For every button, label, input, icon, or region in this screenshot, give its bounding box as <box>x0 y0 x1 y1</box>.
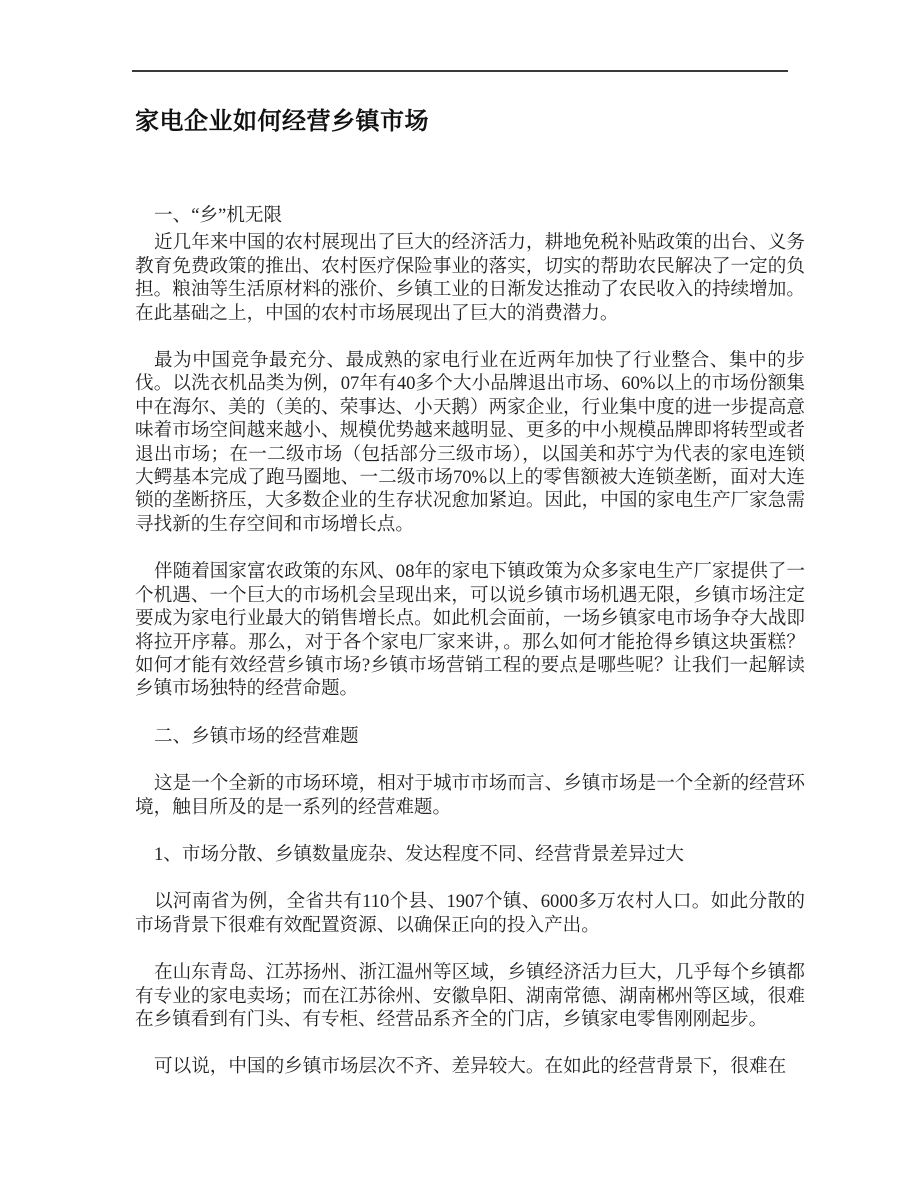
paragraph-township-opportunity: 伴随着国家富农政策的东风、08年的家电下镇政策为众多家电生产厂家提供了一个机遇、一个巨大的市场机会呈现出来，可以说乡镇市场机遇无限，乡镇市场注定要成为家电行业最大的销售增长点。如此机会面前，一场乡镇家电市场争夺大战即将拉开序幕。那么，对于各个家电厂家来讲，。那么如何才能抢得乡镇这块蛋糕？如何才能有效经营乡镇市场?乡镇市场营销工程的要点是哪些呢？让我们一起解读乡镇市场独特的经营命题。 <box>135 561 805 700</box>
document-body <box>135 204 805 1079</box>
section-heading-1: 一、“乡”机无限 <box>154 205 283 226</box>
subsection-heading-1: 1、市场分散、乡镇数量庞杂、发达程度不同、经营背景差异过大 <box>154 843 684 865</box>
section-heading-2: 二、乡镇市场的经营难题 <box>154 725 359 747</box>
header-horizontal-rule <box>132 70 788 72</box>
paragraph-new-environment: 这是一个全新的市场环境，相对于城市市场而言、乡镇市场是一个全新的经营环境，触目所及的是一系列的经营难题。 <box>135 773 805 818</box>
document-title: 家电企业如何经营乡镇市场 <box>135 109 429 135</box>
paragraph-henan-example: 以河南省为例，全省共有110个县、1907个镇、6000多万农村人口。如此分散的市场背景下很难有效配置资源、以确保正向的投入产出。 <box>135 891 805 936</box>
paragraph-industry-consolidation: 最为中国竞争最充分、最成熟的家电行业在近两年加快了行业整合、集中的步伐。以洗衣机品类为例，07年有40多个大小品牌退出市场、60%以上的市场份额集中在海尔、美的（美的、荣事达、小天鹅）两家企业，行业集中度的进一步提高意味着市场空间越来越小、规模优势越来越明显、更多的中小规模品牌即将转型或者退出市场；在一二级市场（包括部分三级市场），以国美和苏宁为代表的家电连锁大鳄基本完成了跑马圈地、一二级市场70%以上的零售额被大连锁垄断，面对大连锁的垄断挤压，大多数企业的生存状况愈加紧迫。因此，中国的家电生产厂家急需寻找新的生存空间和市场增长点。 <box>135 350 805 535</box>
paragraph-rural-economy: 近几年来中国的农村展现出了巨大的经济活力，耕地免税补贴政策的出台、义务教育免费政策的推出、农村医疗保险事业的落实，切实的帮助农民解决了一定的负担。粮油等生活原材料的涨价、乡镇工业的日渐发达推动了农民收入的持续增加。在此基础之上，中国的农村市场展现出了巨大的消费潜力。 <box>135 232 805 324</box>
paragraph-market-levels: 可以说，中国的乡镇市场层次不齐、差异较大。在如此的经营背景下，很难在 <box>154 1056 787 1078</box>
paragraph-regional-differences: 在山东青岛、江苏扬州、浙江温州等区域，乡镇经济活力巨大，几乎每个乡镇都有专业的家电卖场；而在江苏徐州、安徽阜阳、湖南常德、湖南郴州等区域，很难在乡镇看到有门头、有专柜、经营品系齐全的门店，乡镇家电零售刚刚起步。 <box>135 962 805 1030</box>
document-content <box>0 106 920 1079</box>
